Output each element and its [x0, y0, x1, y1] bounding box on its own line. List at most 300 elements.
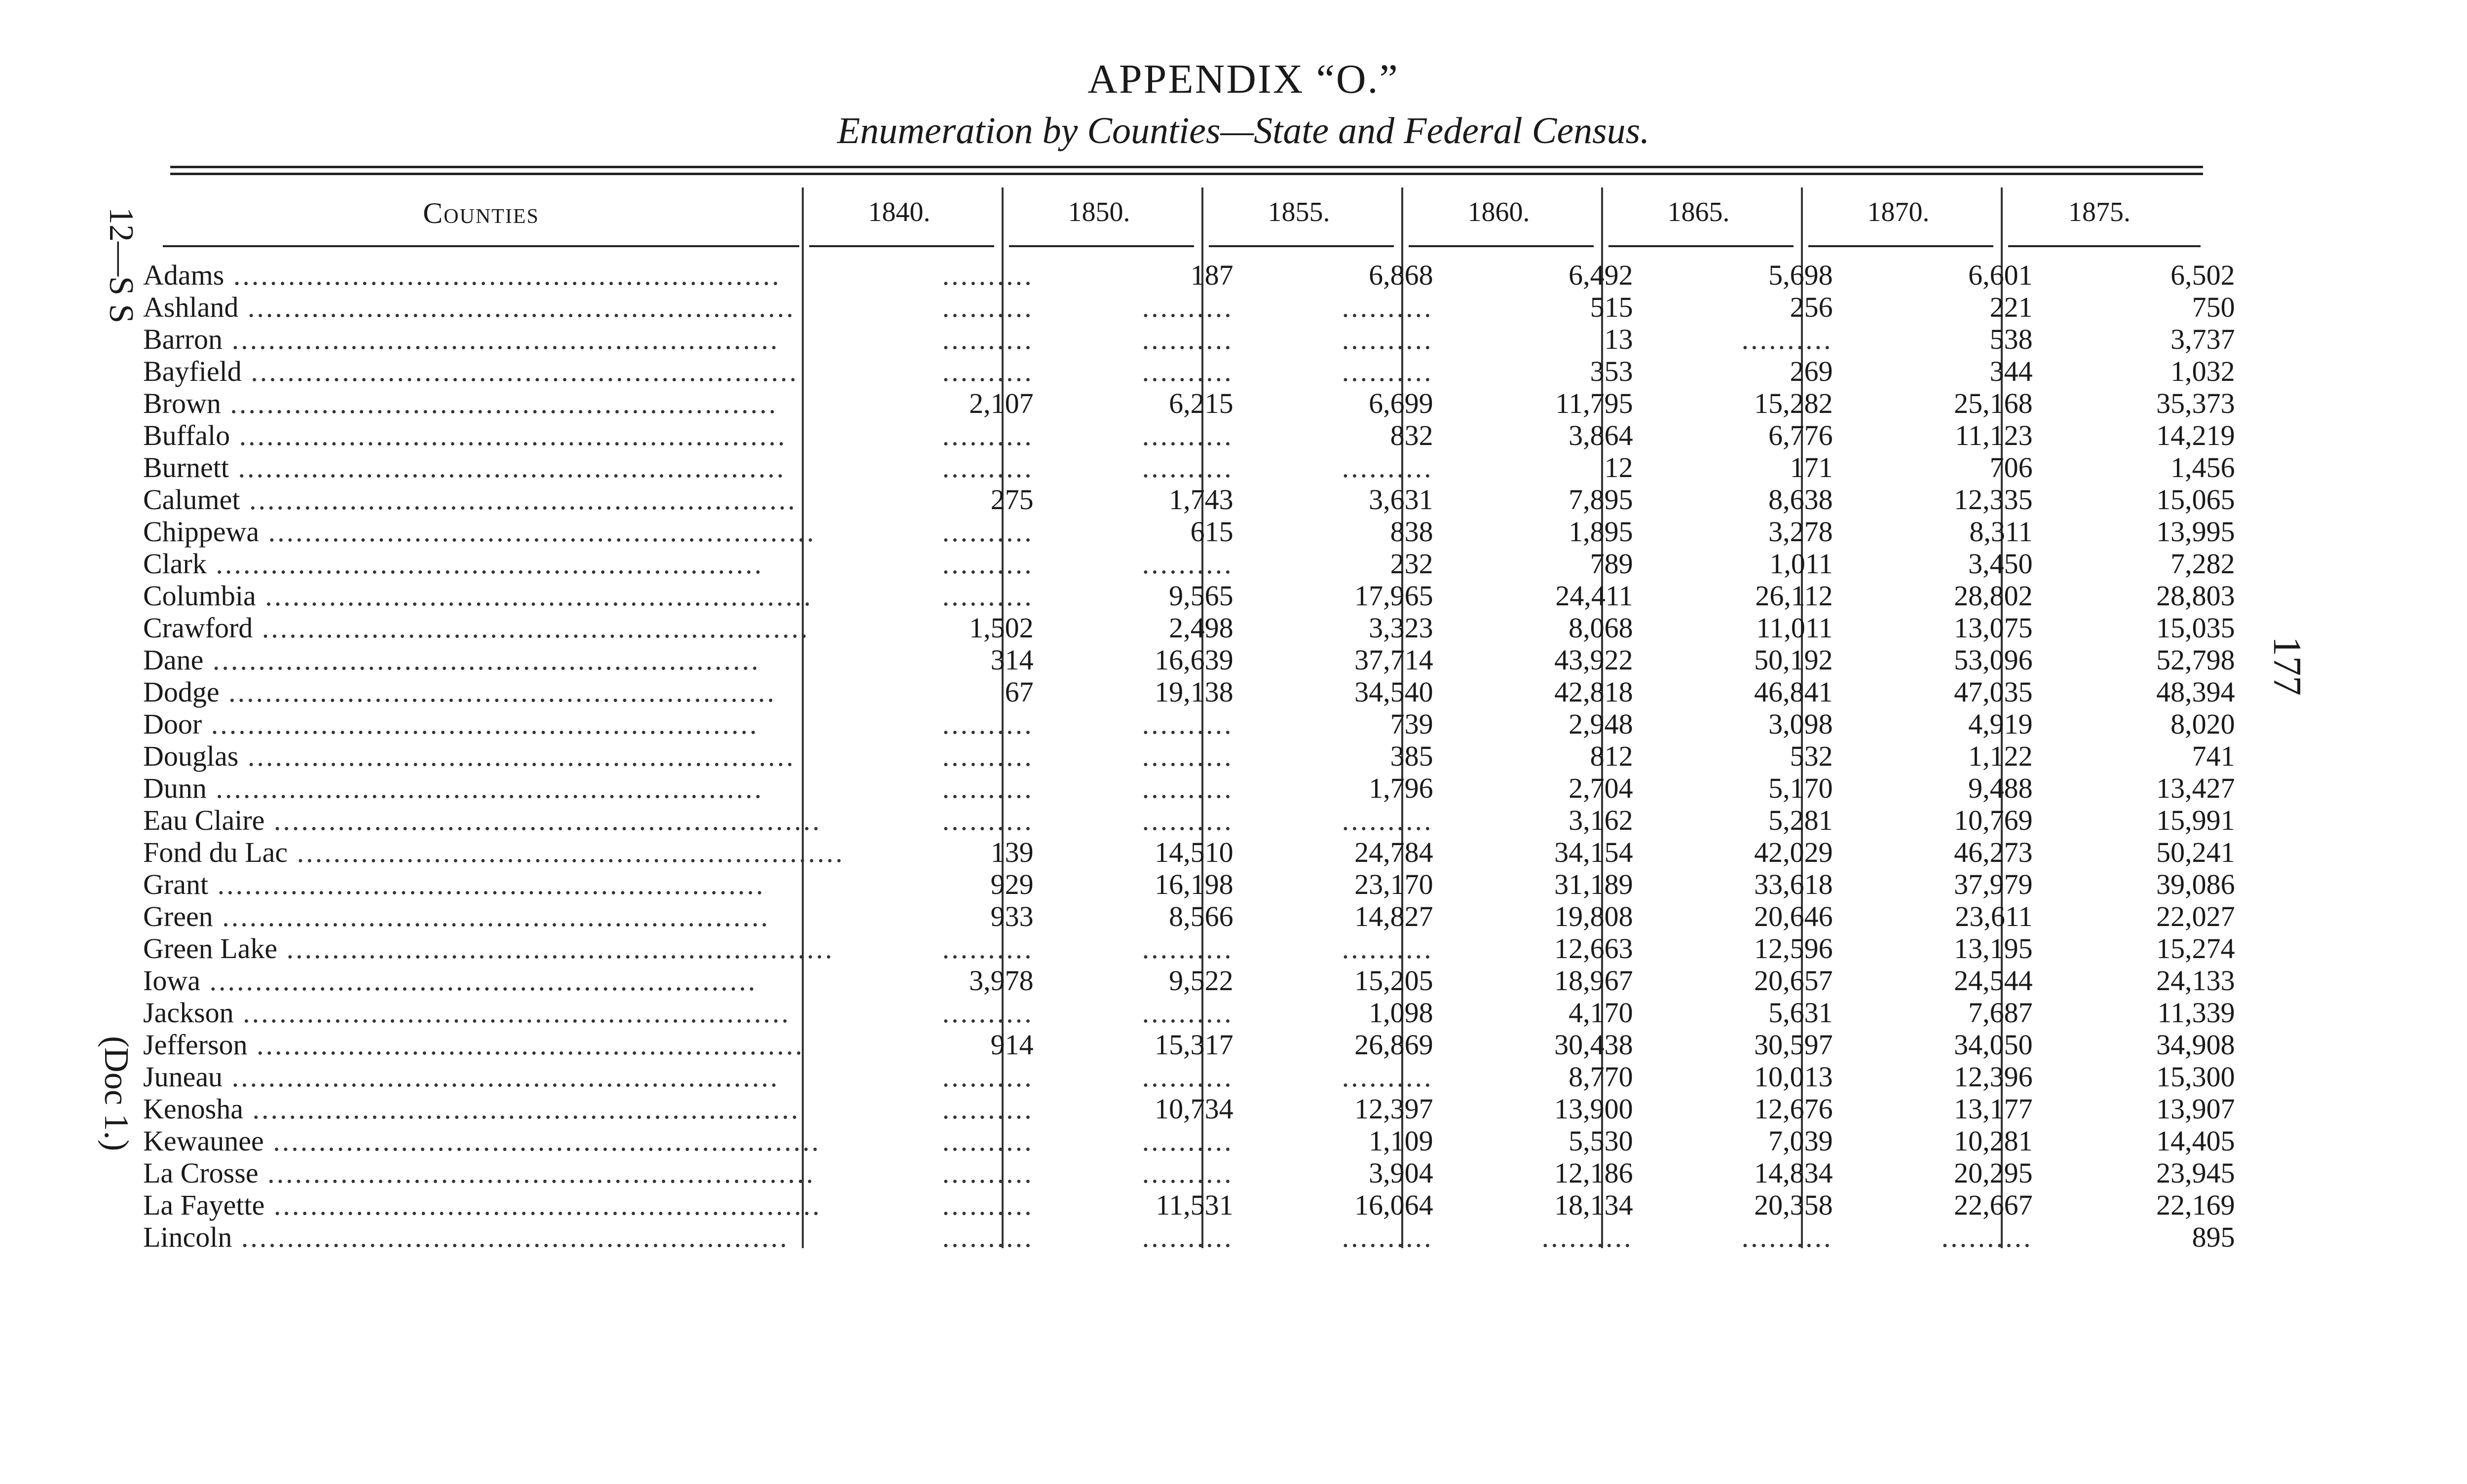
census-value — [2044, 868, 2246, 900]
census-value — [1644, 612, 1844, 644]
census-value — [1444, 932, 1644, 965]
census-value — [2044, 483, 2246, 516]
table-row — [143, 836, 2246, 868]
value-text: 42,029 — [1754, 836, 1833, 868]
census-value — [2044, 323, 2246, 355]
census-value — [1244, 900, 1444, 932]
empty-dots: .......... — [942, 259, 1034, 291]
census-value — [2044, 259, 2246, 291]
census-value — [1244, 772, 1444, 804]
county-label: Kenosha — [143, 1093, 243, 1125]
census-value — [1244, 580, 1444, 612]
value-text: 789 — [1590, 548, 1633, 580]
value-text: 741 — [2192, 740, 2235, 772]
dot-leader: ............................................................ — [208, 868, 765, 900]
value-text: 6,699 — [1369, 387, 1433, 419]
value-text: 15,274 — [2156, 932, 2235, 965]
value-text: 14,827 — [1354, 900, 1433, 932]
census-value — [1045, 291, 1244, 323]
census-value — [1844, 868, 2044, 900]
value-text: 6,502 — [2170, 259, 2235, 291]
value-text: 5,530 — [1569, 1125, 1633, 1157]
value-text: 10,734 — [1155, 1093, 1234, 1125]
table-row — [143, 644, 2246, 676]
value-text: 34,908 — [2156, 1029, 2235, 1061]
empty-dots: .......... — [1342, 932, 1433, 965]
county-label: Bayfield — [143, 355, 242, 387]
census-value — [1045, 1221, 1244, 1253]
census-value — [1844, 772, 2044, 804]
census-value — [1045, 1061, 1244, 1093]
census-value — [1644, 516, 1844, 548]
county-name — [143, 1093, 845, 1125]
value-text: 15,317 — [1155, 1029, 1234, 1061]
value-text: 28,802 — [1954, 580, 2033, 612]
value-text: 19,808 — [1554, 900, 1633, 932]
value-text: 2,948 — [1569, 708, 1633, 740]
value-text: 39,086 — [2156, 868, 2235, 900]
value-text: 18,134 — [1554, 1189, 1633, 1221]
census-value — [845, 419, 1045, 451]
table-row — [143, 580, 2246, 612]
value-text: 15,282 — [1754, 387, 1833, 419]
value-text: 43,922 — [1554, 644, 1633, 676]
table-row — [143, 355, 2246, 387]
dot-leader: ............................................................ — [202, 708, 759, 740]
value-text: 52,798 — [2156, 644, 2235, 676]
census-value — [1045, 387, 1244, 419]
value-text: 34,050 — [1954, 1029, 2033, 1061]
value-text: 532 — [1790, 740, 1833, 772]
table-row — [143, 1221, 2246, 1253]
empty-dots: .......... — [1941, 1221, 2033, 1253]
census-value — [1844, 1093, 2044, 1125]
census-value — [1844, 483, 2044, 516]
value-text: 28,803 — [2156, 580, 2235, 612]
dot-leader: ............................................................ — [206, 772, 764, 804]
value-text: 6,776 — [1768, 419, 1833, 451]
column-header-1870: 1870. — [1867, 197, 1930, 227]
table-row — [143, 1157, 2246, 1189]
census-value — [1444, 1061, 1644, 1093]
value-text: 5,170 — [1768, 772, 1833, 804]
value-text: 9,522 — [1169, 965, 1234, 997]
value-text: 3,323 — [1369, 612, 1433, 644]
census-value — [1444, 1221, 1644, 1253]
empty-dots: .......... — [1342, 1061, 1433, 1093]
value-text: 46,273 — [1954, 836, 2033, 868]
value-text: 187 — [1190, 259, 1234, 291]
empty-dots: .......... — [942, 997, 1034, 1029]
header-underline-1870 — [1808, 245, 1993, 247]
value-text: 8,566 — [1169, 900, 1234, 932]
value-text: 1,109 — [1369, 1125, 1433, 1157]
value-text: 23,170 — [1354, 868, 1433, 900]
census-value — [1844, 451, 2044, 483]
county-label: Douglas — [143, 740, 239, 772]
census-value — [2044, 932, 2246, 965]
value-text: 13,177 — [1954, 1093, 2033, 1125]
census-value — [1045, 740, 1244, 772]
census-value — [1844, 708, 2044, 740]
census-value — [1844, 644, 2044, 676]
census-value — [1844, 1029, 2044, 1061]
value-text: 12,396 — [1954, 1061, 2033, 1093]
value-text: 22,027 — [2156, 900, 2235, 932]
census-value — [1844, 355, 2044, 387]
census-value — [1444, 355, 1644, 387]
census-value — [845, 259, 1045, 291]
value-text: 1,122 — [1968, 740, 2033, 772]
census-value — [2044, 1221, 2246, 1253]
census-value — [1244, 997, 1444, 1029]
census-value — [845, 612, 1045, 644]
census-value — [845, 516, 1045, 548]
table-row — [143, 1029, 2246, 1061]
census-value — [1444, 804, 1644, 836]
dot-leader: ............................................................ — [224, 259, 781, 291]
table-row — [143, 676, 2246, 708]
value-text: 50,241 — [2156, 836, 2235, 868]
table-row — [143, 259, 2246, 291]
census-value — [845, 548, 1045, 580]
census-value — [1244, 291, 1444, 323]
county-name — [143, 772, 845, 804]
table-row — [143, 548, 2246, 580]
empty-dots: .......... — [942, 1125, 1034, 1157]
census-value — [1444, 612, 1644, 644]
census-value — [1644, 291, 1844, 323]
value-text: 13,995 — [2156, 516, 2235, 548]
county-label: Fond du Lac — [143, 836, 288, 868]
census-value — [1244, 612, 1444, 644]
census-value — [2044, 1125, 2246, 1157]
census-value — [1644, 965, 1844, 997]
empty-dots: .......... — [1142, 355, 1234, 387]
value-text: 7,282 — [2170, 548, 2235, 580]
county-label: Columbia — [143, 580, 256, 612]
county-name — [143, 259, 845, 291]
table-row — [143, 965, 2246, 997]
county-name — [143, 548, 845, 580]
value-text: 15,300 — [2156, 1061, 2235, 1093]
empty-dots: .......... — [1741, 1221, 1833, 1253]
county-label: Juneau — [143, 1061, 223, 1093]
column-header-1840: 1840. — [868, 197, 931, 227]
census-value — [1644, 419, 1844, 451]
dot-leader: ............................................................ — [263, 1125, 821, 1157]
value-text: 20,295 — [1954, 1157, 2033, 1189]
value-text: 37,979 — [1954, 868, 2033, 900]
column-header-1855: 1855. — [1268, 197, 1330, 227]
county-name — [143, 1221, 845, 1253]
value-text: 8,770 — [1569, 1061, 1633, 1093]
census-value — [1444, 644, 1644, 676]
county-label: Kewaunee — [143, 1125, 264, 1157]
census-value — [1244, 1221, 1444, 1253]
census-value — [1244, 387, 1444, 419]
value-text: 3,978 — [969, 965, 1034, 997]
value-text: 24,544 — [1954, 965, 2033, 997]
census-value — [1844, 900, 2044, 932]
dot-leader: ............................................................ — [277, 932, 834, 965]
county-label: Brown — [143, 387, 221, 419]
census-value — [2044, 708, 2246, 740]
census-value — [1244, 355, 1444, 387]
census-value — [1444, 740, 1644, 772]
value-text: 275 — [990, 483, 1034, 516]
empty-dots: .......... — [1342, 1221, 1433, 1253]
column-header-1850: 1850. — [1068, 197, 1130, 227]
census-value — [845, 836, 1045, 868]
census-value — [1444, 323, 1644, 355]
value-text: 5,281 — [1768, 804, 1833, 836]
dot-leader: ............................................................ — [259, 516, 816, 548]
value-text: 15,035 — [2156, 612, 2235, 644]
table-row — [143, 900, 2246, 932]
county-name — [143, 516, 845, 548]
value-text: 739 — [1390, 708, 1433, 740]
census-value — [845, 291, 1045, 323]
county-name — [143, 708, 845, 740]
census-value — [1844, 676, 2044, 708]
value-text: 16,064 — [1354, 1189, 1433, 1221]
empty-dots: .......... — [1342, 451, 1433, 483]
empty-dots: .......... — [942, 1189, 1034, 1221]
dot-leader: ............................................................ — [233, 997, 791, 1029]
census-value — [2044, 676, 2246, 708]
county-label: Barron — [143, 323, 223, 355]
census-value — [1045, 1125, 1244, 1157]
empty-dots: .......... — [1142, 1157, 1234, 1189]
dot-leader: ............................................................ — [203, 644, 760, 676]
value-text: 3,864 — [1569, 419, 1633, 451]
census-value — [1045, 259, 1244, 291]
column-header-1875: 1875. — [2068, 197, 2131, 227]
empty-dots: .......... — [1142, 997, 1234, 1029]
value-text: 25,168 — [1954, 387, 2033, 419]
value-text: 35,373 — [2156, 387, 2235, 419]
value-text: 14,510 — [1155, 836, 1234, 868]
census-value — [1644, 548, 1844, 580]
empty-dots: .......... — [942, 1061, 1034, 1093]
census-value — [1644, 323, 1844, 355]
census-value — [1444, 259, 1644, 291]
value-text: 8,020 — [2170, 708, 2235, 740]
empty-dots: .......... — [1142, 804, 1234, 836]
value-text: 19,138 — [1155, 676, 1234, 708]
county-label: Lincoln — [143, 1221, 232, 1253]
census-value — [2044, 1061, 2246, 1093]
census-value — [1244, 419, 1444, 451]
empty-dots: .......... — [1142, 1125, 1234, 1157]
county-label: Dane — [143, 644, 204, 676]
census-value — [2044, 836, 2246, 868]
dot-leader: ............................................................ — [206, 548, 764, 580]
census-value — [1045, 1189, 1244, 1221]
value-text: 11,339 — [2157, 997, 2235, 1029]
value-text: 5,631 — [1768, 997, 1833, 1029]
value-text: 1,743 — [1169, 483, 1234, 516]
census-value — [845, 644, 1045, 676]
table-row — [143, 291, 2246, 323]
census-value — [1244, 1061, 1444, 1093]
empty-dots: .......... — [1342, 804, 1433, 836]
county-name — [143, 451, 845, 483]
census-value — [1644, 708, 1844, 740]
county-label: Eau Claire — [143, 804, 265, 836]
value-text: 67 — [1005, 676, 1034, 708]
census-value — [1844, 1189, 2044, 1221]
county-label: Ashland — [143, 291, 239, 323]
census-value — [1644, 644, 1844, 676]
census-value — [1045, 355, 1244, 387]
value-text: 933 — [990, 900, 1034, 932]
value-text: 11,531 — [1156, 1189, 1234, 1221]
dot-leader: ............................................................ — [288, 836, 845, 868]
value-text: 344 — [1989, 355, 2033, 387]
county-label: Chippewa — [143, 516, 260, 548]
census-value — [1844, 419, 2044, 451]
dot-leader: ............................................................ — [258, 1157, 816, 1189]
census-value — [1244, 1093, 1444, 1125]
county-label: Jefferson — [143, 1029, 248, 1061]
census-value — [1444, 1029, 1644, 1061]
value-text: 13,907 — [2156, 1093, 2235, 1125]
value-text: 2,107 — [969, 387, 1034, 419]
census-value — [1444, 708, 1644, 740]
empty-dots: .......... — [942, 708, 1034, 740]
value-text: 1,796 — [1369, 772, 1433, 804]
county-label: Green — [143, 900, 213, 932]
value-text: 3,904 — [1369, 1157, 1433, 1189]
census-value — [1644, 1221, 1844, 1253]
table-row — [143, 387, 2246, 419]
value-text: 16,639 — [1155, 644, 1234, 676]
census-value — [1644, 355, 1844, 387]
value-text: 6,215 — [1169, 387, 1234, 419]
census-value — [2044, 355, 2246, 387]
empty-dots: .......... — [942, 323, 1034, 355]
census-value — [845, 1189, 1045, 1221]
county-name — [143, 323, 845, 355]
value-text: 515 — [1590, 291, 1633, 323]
table-row — [143, 708, 2246, 740]
value-text: 23,945 — [2156, 1157, 2235, 1189]
census-value — [845, 1093, 1045, 1125]
census-value — [1844, 259, 2044, 291]
value-text: 26,112 — [1755, 580, 1833, 612]
dot-leader: ............................................................ — [238, 740, 795, 772]
census-value — [1644, 1061, 1844, 1093]
census-value — [1045, 323, 1244, 355]
census-value — [1644, 836, 1844, 868]
value-text: 7,895 — [1569, 483, 1633, 516]
census-value — [1644, 483, 1844, 516]
census-value — [1644, 451, 1844, 483]
empty-dots: .......... — [1142, 1221, 1234, 1253]
value-text: 12,663 — [1554, 932, 1633, 965]
title-rule-top — [170, 166, 2203, 168]
value-text: 33,618 — [1754, 868, 1833, 900]
county-label: Green Lake — [143, 932, 278, 965]
census-value — [2044, 772, 2246, 804]
table-header-row — [0, 196, 2467, 236]
value-text: 10,013 — [1754, 1061, 1833, 1093]
census-value — [2044, 1157, 2246, 1189]
county-name — [143, 836, 845, 868]
census-value — [1045, 644, 1244, 676]
census-value — [1244, 516, 1444, 548]
census-value — [1844, 1221, 2044, 1253]
table-row — [143, 1189, 2246, 1221]
census-value — [1444, 868, 1644, 900]
census-value — [1444, 1125, 1644, 1157]
county-label: Jackson — [143, 997, 234, 1029]
dot-leader: ............................................................ — [253, 612, 810, 644]
value-text: 8,311 — [1969, 516, 2033, 548]
value-text: 13,195 — [1954, 932, 2033, 965]
header-underline-1850 — [1009, 245, 1194, 247]
value-text: 15,991 — [2156, 804, 2235, 836]
header-underline-1875 — [2008, 245, 2201, 247]
census-value — [1444, 836, 1644, 868]
value-text: 12,676 — [1754, 1093, 1833, 1125]
census-value — [2044, 997, 2246, 1029]
census-value — [1244, 708, 1444, 740]
value-text: 12,397 — [1354, 1093, 1433, 1125]
census-value — [1844, 836, 2044, 868]
value-text: 838 — [1390, 516, 1433, 548]
value-text: 24,784 — [1354, 836, 1433, 868]
value-text: 221 — [1989, 291, 2033, 323]
value-text: 20,358 — [1754, 1189, 1833, 1221]
county-name — [143, 355, 845, 387]
value-text: 50,192 — [1754, 644, 1833, 676]
census-value — [1844, 1125, 2044, 1157]
dot-leader: ............................................................ — [247, 1029, 805, 1061]
value-text: 37,714 — [1354, 644, 1433, 676]
county-name — [143, 900, 845, 932]
census-value — [1244, 965, 1444, 997]
census-value — [845, 387, 1045, 419]
dot-leader: ............................................................ — [228, 451, 786, 483]
census-value — [845, 1061, 1045, 1093]
table-row — [143, 868, 2246, 900]
dot-leader: ............................................................ — [200, 965, 757, 997]
census-value — [845, 1029, 1045, 1061]
county-label: Burnett — [143, 451, 229, 483]
value-text: 11,123 — [1955, 419, 2033, 451]
census-value — [845, 868, 1045, 900]
dot-leader: ............................................................ — [223, 323, 780, 355]
census-value — [2044, 1093, 2246, 1125]
census-value — [1444, 387, 1644, 419]
dot-leader: ............................................................ — [232, 1221, 789, 1253]
county-name — [143, 291, 845, 323]
county-label: Grant — [143, 868, 209, 900]
empty-dots: .......... — [942, 1157, 1034, 1189]
value-text: 12,186 — [1554, 1157, 1633, 1189]
value-text: 26,869 — [1354, 1029, 1433, 1061]
column-header-1860: 1860. — [1467, 197, 1530, 227]
value-text: 31,189 — [1554, 868, 1633, 900]
census-value — [1644, 1189, 1844, 1221]
header-underline-1855 — [1209, 245, 1394, 247]
value-text: 4,170 — [1569, 997, 1633, 1029]
value-text: 2,704 — [1569, 772, 1633, 804]
census-value — [845, 1221, 1045, 1253]
